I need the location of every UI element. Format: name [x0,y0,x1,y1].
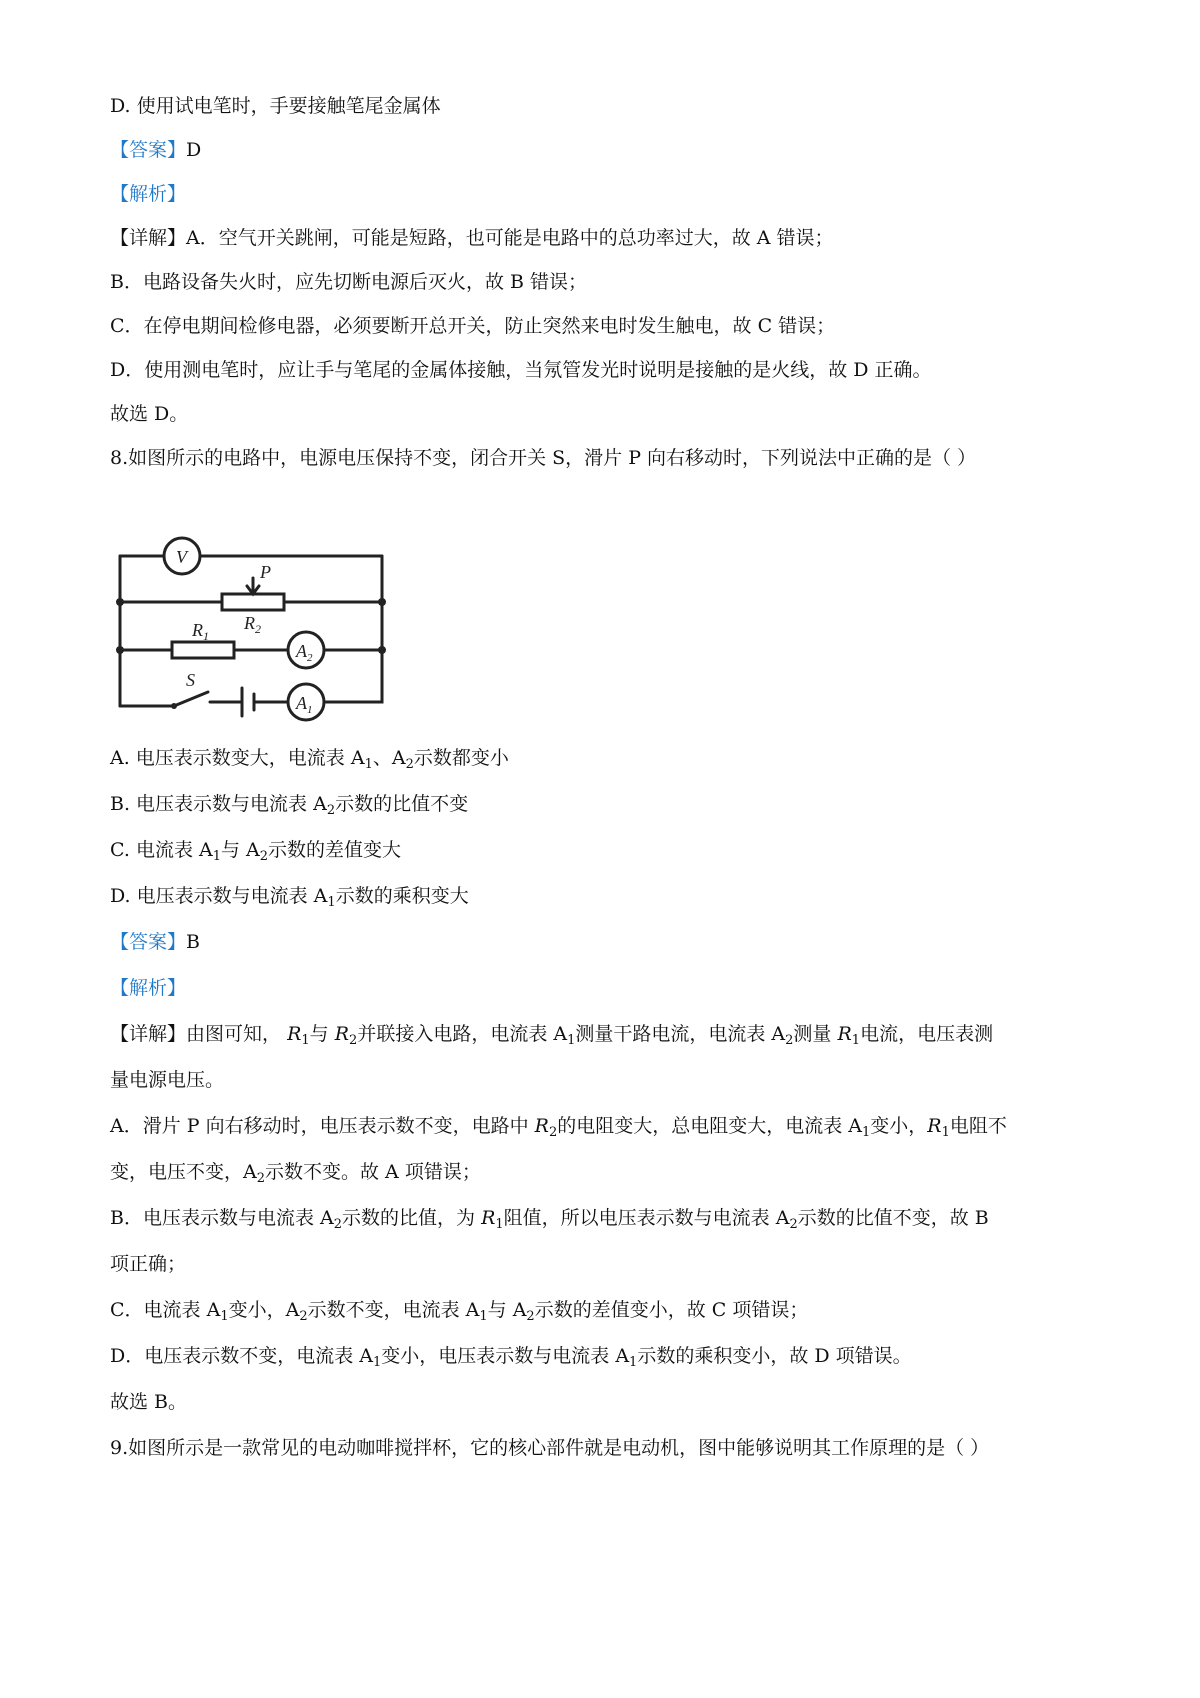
q7-conclusion: 故选 D。 [110,403,189,425]
q8-option-a: A. 电压表示数变大，电流表 $A_1$、$A_2$示数都变小 [110,747,509,772]
q7-detail-c: C．在停电期间检修电器，必须要断开总开关，防止突然来电时发生触电，故 C 错误； [110,315,836,337]
q8-option-d: D. 电压表示数与电流表 $A_1$示数的乘积变大 [110,885,469,910]
q8-answer: 【答案】B [110,931,200,953]
q9-question: 9.如图所示是一款常见的电动咖啡搅拌杯，它的核心部件就是电动机，图中能够说明其工作原理的是（ ） [110,1437,990,1459]
r2-label: $R_2$ [244,613,261,636]
q7-answer: 【答案】D [110,139,202,161]
circuit-diagram [112,526,432,736]
q8-detail-c: C．电流表 $A_1$变小，$A_2$示数不变，电流表 $A_1$与 $A_2$示数的差值变小，故 C 项错误； [110,1299,809,1324]
switch-blade [174,692,208,706]
q8-option-b: B. 电压表示数与电流表 $A_2$示数的比值不变 [110,793,469,818]
q7-detail-b: B．电路设备失火时，应先切断电源后灭火，故 B 错误； [110,271,588,293]
q8-detail-a-line-1: A．滑片 P 向右移动时，电压表示数不变，电路中 $R_2$的电阻变大，总电阻变大，电流表 $A_1$变小，$R_1$电阻不 [110,1115,1007,1140]
slider-label: P [260,562,271,582]
q8-detail-a-line-2: 变，电压不变，$A_2$示数不变。故 A 项错误； [110,1161,481,1186]
junction-dot [116,598,124,606]
switch-pivot [171,703,177,709]
q8-conclusion: 故选 B。 [110,1391,188,1413]
junction-dot [378,646,386,654]
q8-detail-line-1: 【详解】由图可知， $R_1$与 $R_2$并联接入电路，电流表 $A_1$测量干路电流，电流表 $A_2$测量 $R_1$电流，电压表测 [110,1023,994,1048]
switch-label: S [186,670,195,690]
q7-detail-a: 【详解】A．空气开关跳闸，可能是短路，也可能是电路中的总功率过大，故 A 错误； [110,227,834,249]
answer-tag: 【答案】 [110,139,187,161]
q8-detail-d: D．电压表示数不变，电流表 $A_1$变小，电压表示数与电流表 $A_1$示数的乘积变小，故 D 项错误。 [110,1345,912,1370]
a2-label: $A_2$ [296,641,313,664]
q7-option-d: D. 使用试电笔时，手要接触笔尾金属体 [110,95,441,117]
q8-detail-b-line-2: 项正确； [110,1253,187,1275]
battery-symbol [242,688,254,716]
q8-detail-b-line-1: B．电压表示数与电流表 $A_2$示数的比值，为 $R_1$阻值，所以电压表示数与电流表 $A_2$示数的比值不变，故 B [110,1207,989,1232]
q8-question: 8.如图所示的电路中，电源电压保持不变，闭合开关 S，滑片 P 向右移动时，下列说法中正确的是（ ） [110,447,977,469]
q8-detail-line-2: 量电源电压。 [110,1069,225,1091]
q7-detail-d: D．使用测电笔时，应让手与笔尾的金属体接触，当氖管发光时说明是接触的是火线，故 D 正确。 [110,359,932,381]
q8-analysis-tag: 【解析】 [110,977,187,999]
junction-dot [378,598,386,606]
answer-tag: 【答案】 [110,931,187,953]
r1-label: $R_1$ [192,620,209,643]
q8-option-c: C. 电流表 $A_1$与 $A_2$示数的差值变大 [110,839,402,864]
q7-analysis-tag: 【解析】 [110,183,187,205]
r1-resistor [172,642,234,658]
voltmeter-label: V [176,547,187,567]
a1-label: $A_1$ [296,693,313,716]
junction-dot [116,646,124,654]
